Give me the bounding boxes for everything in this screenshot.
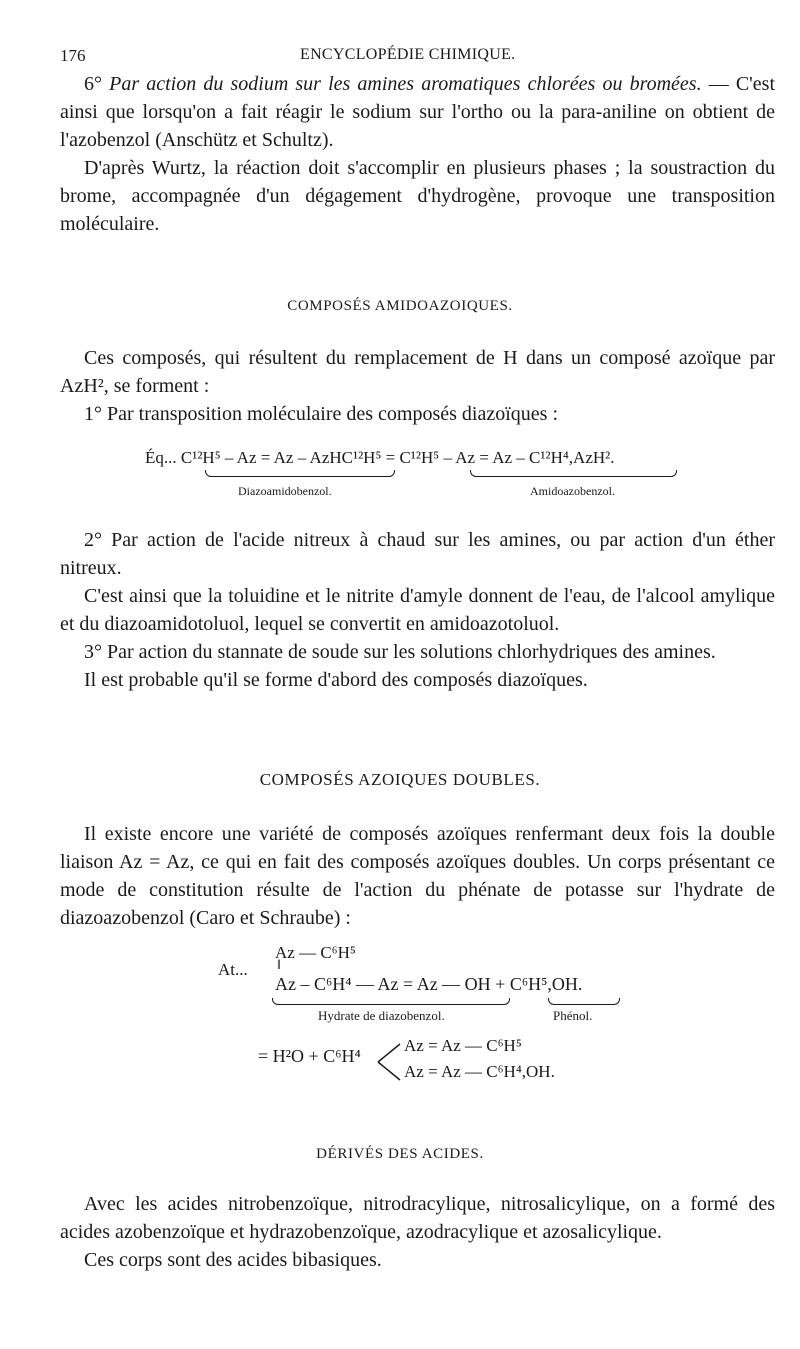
eq2-prefix: = H²O + C⁶H⁴ bbox=[258, 1046, 361, 1066]
label-amidoazobenzol: Amidoazobenzol. bbox=[530, 484, 615, 498]
equation-diazoamido: Éq... C¹²H⁵ – Az = Az – AzHC¹²H⁵ = C¹²H⁵ – Az = Az – C¹²H⁴,AzH². bbox=[145, 448, 615, 467]
eq-at-label: At... bbox=[218, 960, 248, 979]
amido-item-3b: Il est probable qu'il se forme d'abord des composés diazoïques. bbox=[84, 669, 588, 691]
label-phenol: Phénol. bbox=[553, 1008, 593, 1023]
double-bond-mark: ‖ bbox=[277, 958, 281, 973]
eq2-line-1: Az = Az — C⁶H⁵ bbox=[404, 1036, 522, 1055]
eq-top-line: Az — C⁶H⁵ bbox=[275, 943, 356, 962]
brace-right bbox=[470, 470, 677, 477]
heading-azoiques-doubles: COMPOSÉS AZOIQUES DOUBLES. bbox=[259, 770, 541, 789]
amido-items-2-3 bbox=[60, 526, 775, 694]
amido-item-3: 3° Par action du stannate de soude sur les solutions chlorhydriques des amines. bbox=[84, 641, 716, 663]
page-number: 176 bbox=[60, 46, 86, 65]
heading-amidoazoiques: COMPOSÉS AMIDOAZOIQUES. bbox=[287, 298, 513, 314]
label-hydrate: Hydrate de diazobenzol. bbox=[318, 1008, 445, 1023]
brace-left bbox=[205, 470, 395, 477]
acides-bibasiques: Ces corps sont des acides bibasiques. bbox=[84, 1249, 382, 1271]
doubles-paragraph: Il existe encore une variété de composés azoïques renfermant deux fois la double liaison Az = Az, ce qui en fait des composés azoïques doubles. Un corps présentant ce mode de constitution résulte de l'action du phénate de potasse sur l'hydrate de diazoazobenzol (Caro et Schraube) : bbox=[60, 823, 775, 929]
section-6-title: Par action du sodium sur les amines aromatiques chlorées ou bromées. bbox=[109, 73, 702, 95]
amido-item-1: 1° Par transposition moléculaire des composés diazoïques : bbox=[84, 403, 559, 425]
wurtz-paragraph: D'après Wurtz, la réaction doit s'accomplir en plusieurs phases ; la soustraction du brome, accompagnée d'un dégagement d'hydrogène, provoque une transposition moléculaire. bbox=[60, 157, 775, 235]
heading-derives-acides: DÉRIVÉS DES ACIDES. bbox=[316, 1146, 484, 1162]
amido-intro: Ces composés, qui résultent du remplacement de H dans un composé azoïque par AzH², se forment : 1° Par transposition moléculaire des composés diazoïques : bbox=[60, 344, 775, 428]
brace-hydrate bbox=[272, 998, 510, 1005]
acides-paragraph: Avec les acides nitrobenzoïque, nitrodracylique, nitrosalicylique, on a formé des acides azobenzoïque et hydrazobenzoïque, azodracylique et azosalicylique. Ces corps sont des acides bibasiques. bbox=[60, 1190, 775, 1274]
running-title: ENCYCLOPÉDIE CHIMIQUE. bbox=[300, 46, 516, 63]
brace-phenol bbox=[548, 998, 620, 1005]
amido-item-2b: C'est ainsi que la toluidine et le nitrite d'amyle donnent de l'eau, de l'alcool amylique et du diazoamidotoluol, lequel se convertit en amidoazotoluol. bbox=[60, 585, 775, 635]
eq-main-line: Az – C⁶H⁴ — Az = Az — OH + C⁶H⁵,OH. bbox=[275, 974, 583, 994]
label-diazoamidobenzol: Diazoamidobenzol. bbox=[238, 484, 332, 498]
bracket-lines bbox=[376, 1040, 404, 1084]
section-6-paragraph: 6° Par action du sodium sur les amines aromatiques chlorées ou bromées. — C'est ainsi que lorsqu'on a fait réagir le sodium sur l'ortho ou la para-aniline on obtient de l'azobenzol (Anschütz et Schultz). D'après Wurtz, la réaction doit s'accomplir en plusieurs phases ; la soustraction du brome, accompagnée d'un dégagement d'hydrogène, provoque une transposition moléculaire. bbox=[60, 70, 775, 238]
amido-item-2: 2° Par action de l'acide nitreux à chaud sur les amines, ou par action d'un éther nitreux. bbox=[60, 529, 775, 579]
eq2-line-2: Az = Az — C⁶H⁴,OH. bbox=[404, 1062, 555, 1081]
